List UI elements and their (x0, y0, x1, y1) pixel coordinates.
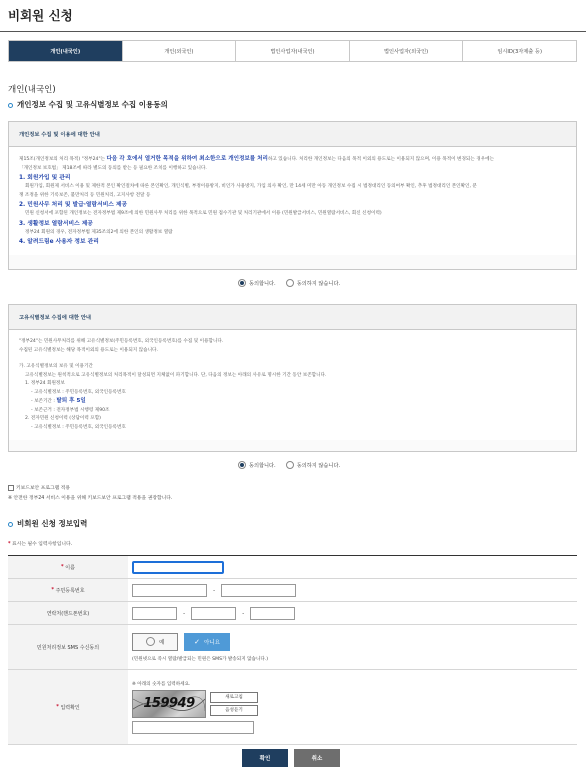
captcha-buttons (210, 692, 258, 716)
sms-cell (128, 625, 577, 669)
rrn-row (8, 579, 577, 602)
required-star-icon: * (51, 587, 55, 593)
keyboard-security-note: ※ 안전한 정부24 서비스 이용을 위해 키보드보안 프로그램 적용을 권장합니다. (8, 496, 173, 501)
name-label-text: 이름 (65, 564, 75, 571)
unique-line-9: 2. 전자민원 신청이력 (상담이력 포함) (25, 416, 101, 421)
radio-selected-icon[interactable] (238, 461, 246, 469)
sms-note: (민원넷으로 즉시 열람/발급되는 민원은 SMS가 발송되지 않습니다.) (132, 656, 269, 662)
unique-line-5: 1. 정부24 회원정보 (25, 381, 65, 386)
unique-id-info-box[interactable] (8, 304, 577, 452)
radio-empty-icon[interactable] (286, 279, 294, 287)
name-cell (128, 556, 577, 578)
bullet-circle-icon (8, 103, 13, 108)
sms-toggle-group (132, 633, 230, 651)
privacy-box-header: 개인정보 수집 및 이용에 대한 안내 (9, 122, 576, 147)
captcha-row (8, 670, 577, 745)
required-note (8, 540, 72, 547)
page-title: 비회원 신청 (8, 8, 73, 23)
phone-part3-input[interactable] (250, 607, 295, 620)
unique-line-6: - 고유식별정보 : 주민등록번호, 외국인등록번호 (31, 389, 126, 395)
unique-line-4: 고유식별정보는 원칙적으로 고유식별정보의 처리목적이 달성되면 지체없이 파기합니다. 단, 다음의 정보는 아래의 사유로 명시한 기간 동안 보존합니다. (25, 372, 327, 378)
privacy-heading-4: 4. 알려드림e 사용자 정보 관리 (19, 239, 99, 245)
sms-label: 민원처리정보 SMS 수신동의 (8, 625, 128, 669)
rrn-label-text: 주민등록번호 (55, 587, 85, 594)
confirm-button[interactable]: 확인 (242, 749, 288, 767)
tab-corporate-domestic[interactable]: 법인사업자(내국인) (235, 41, 349, 61)
privacy-consent-radios (238, 279, 340, 287)
keyboard-security-checkbox[interactable] (8, 485, 14, 491)
privacy-para-1a: 회원가입, 회원제 서비스 이용 및 제한적 본인 확인절차에 따른 본인확인, 개인식별, 부정이용방지, 비인가 사용방지, 가입 의사 확인, 만 14세 미만 아동 개인정보 수집 시 법정대리인 동의여부 확인, 추후 법정대리인 본인확인, 분 (25, 184, 477, 189)
required-star-icon: * (61, 564, 64, 570)
phone-row (8, 602, 577, 625)
privacy-agree-label: 동의합니다. (249, 280, 276, 287)
tab-corporate-foreign[interactable]: 법인사업자(외국인) (349, 41, 463, 61)
phone-dash-2: - (242, 609, 245, 617)
phone-part2-input[interactable] (191, 607, 236, 620)
phone-part1-input[interactable] (132, 607, 177, 620)
unique-line-8: - 보존근거 : 전자정부법 시행령 제90조 (31, 407, 110, 413)
rrn-back-input[interactable] (221, 584, 296, 597)
rrn-dash: - (213, 586, 216, 594)
consent-heading-text: 개인정보 수집 및 고유식별정보 수집 이용동의 (17, 100, 168, 109)
unique-consent-radios (238, 461, 340, 469)
sms-no-button[interactable] (184, 633, 230, 651)
sms-yes-button[interactable] (132, 633, 178, 651)
captcha-cell (128, 670, 577, 744)
phone-dash-1: - (183, 609, 186, 617)
keyboard-security-row[interactable] (8, 484, 70, 491)
retention-label: - 보존기간 : (31, 399, 57, 404)
privacy-agree-option[interactable] (238, 279, 276, 287)
captcha-refresh-button[interactable]: 새로고침 (210, 692, 258, 703)
retention-period: 탈퇴 후 5일 (56, 398, 86, 404)
keyboard-security-label: 키보드보안 프로그램 적용 (16, 486, 71, 491)
privacy-intro-3: 「개인정보 보호법」 제18조에 따라 별도의 동의를 받는 등 필요한 조치를 이행하고 있습니다. (19, 165, 207, 171)
privacy-para-1b: 쟁 조정을 위한 기록보존, 불만처리 등 민원처리, 고지사항 전달 등 (19, 192, 151, 198)
privacy-para-3: 정부24 회원의 경우, 전자정부법 제35조의2에 의한 본인의 생활정보 열람 (25, 229, 173, 235)
phone-cell (128, 602, 577, 624)
privacy-heading-2: 2. 민원사무 처리 및 발급·열람서비스 제공 (19, 202, 128, 208)
captcha-label (8, 670, 128, 744)
bullet-circle-icon (8, 522, 13, 527)
unique-agree-option[interactable] (238, 461, 276, 469)
applicant-info-form (8, 555, 577, 745)
privacy-heading-1: 1. 회원가입 및 관리 (19, 175, 71, 181)
required-star-icon: * (56, 704, 59, 710)
privacy-intro-text-2: 하고 있습니다. 처리한 개인정보는 다음의 목적 이외의 용도로는 이용되지 않으며, 이용 목적이 변경되는 경우에는 (267, 157, 495, 162)
applicant-type-tabs (8, 40, 577, 62)
privacy-para-2: 민원 신청서에 포함된 개인정보는 전자정부법 제9조에 의한 민원사무 처리를 위한 목적으로 민원 접수기관 및 처리기관에서 이용 (민원발급서비스, 민원열람서비스, 회신 신청이력) (25, 211, 382, 216)
sms-row (8, 625, 577, 670)
privacy-disagree-option[interactable] (286, 279, 340, 287)
privacy-intro-text: 제15조(개인정보의 처리 목적) "정부24"는 (19, 157, 107, 162)
unique-disagree-label: 동의하지 않습니다. (296, 462, 341, 469)
privacy-intro-highlight: 다음 각 호에서 열거한 목적을 위하여 최소한으로 개인정보를 처리 (106, 156, 268, 162)
form-heading-text: 비회원 신청 정보입력 (17, 519, 88, 528)
title-divider (0, 31, 586, 32)
name-row (8, 556, 577, 579)
required-note-text: 표시는 필수 입력사항입니다. (12, 542, 73, 547)
privacy-intro (19, 155, 566, 165)
cancel-button[interactable]: 취소 (294, 749, 340, 767)
rrn-cell (128, 579, 577, 601)
tab-temporary-id[interactable]: 임시ID(3자제출 등) (462, 41, 576, 61)
tab-individual-domestic[interactable]: 개인(내국인) (9, 41, 122, 61)
phone-label: 연락처(핸드폰번호) (8, 602, 128, 624)
radio-empty-icon (146, 637, 155, 646)
privacy-disagree-label: 동의하지 않습니다. (296, 280, 341, 287)
captcha-input[interactable] (132, 721, 254, 734)
form-heading (8, 518, 87, 529)
radio-empty-icon[interactable] (286, 461, 294, 469)
check-icon: ✓ (194, 637, 200, 646)
privacy-info-box[interactable] (8, 121, 577, 270)
tab-individual-foreign[interactable]: 개인(외국인) (122, 41, 236, 61)
unique-box-header: 고유식별정보 수집에 대한 안내 (9, 305, 576, 330)
sms-no-label: 아니요 (203, 639, 220, 646)
unique-line-3: 가. 고유식별정보의 보유 및 이용기간 (19, 364, 93, 369)
captcha-hint: ※ 아래의 숫자를 입력하세요. (132, 681, 191, 687)
unique-line-2: 수집된 고유식별정보는 해당 목적이외의 용도로는 이용되지 않습니다. (19, 347, 158, 353)
sms-yes-label: 예 (158, 639, 165, 646)
name-input[interactable] (132, 561, 224, 574)
unique-line-7 (19, 397, 566, 407)
unique-agree-label: 동의합니다. (249, 462, 276, 469)
captcha-label-text: 입력확인 (60, 704, 80, 711)
privacy-heading-3: 3. 생활정보 열람서비스 제공 (19, 220, 93, 227)
captcha-image (132, 690, 206, 718)
rrn-front-input[interactable] (132, 584, 207, 597)
required-star-icon: * (8, 542, 11, 547)
consent-heading (8, 99, 168, 110)
rrn-label (8, 579, 128, 601)
captcha-text: 159949 (143, 696, 195, 711)
unique-line-1: "정부24"는 민원사무처리를 위해 고유식별정보(주민등록번호, 외국인등록번호)를 수집 및 이용합니다. (19, 339, 224, 344)
unique-box-content (9, 330, 576, 440)
captcha-area (132, 690, 258, 718)
name-label (8, 556, 128, 578)
unique-disagree-option[interactable] (286, 461, 340, 469)
captcha-audio-button[interactable]: 음성듣기 (210, 705, 258, 716)
unique-line-10: - 고유식별정보 : 주민등록번호, 외국인등록번호 (31, 424, 126, 430)
privacy-box-content (9, 147, 576, 255)
radio-selected-icon[interactable] (238, 279, 246, 287)
section-title: 개인(내국인) (8, 85, 56, 95)
